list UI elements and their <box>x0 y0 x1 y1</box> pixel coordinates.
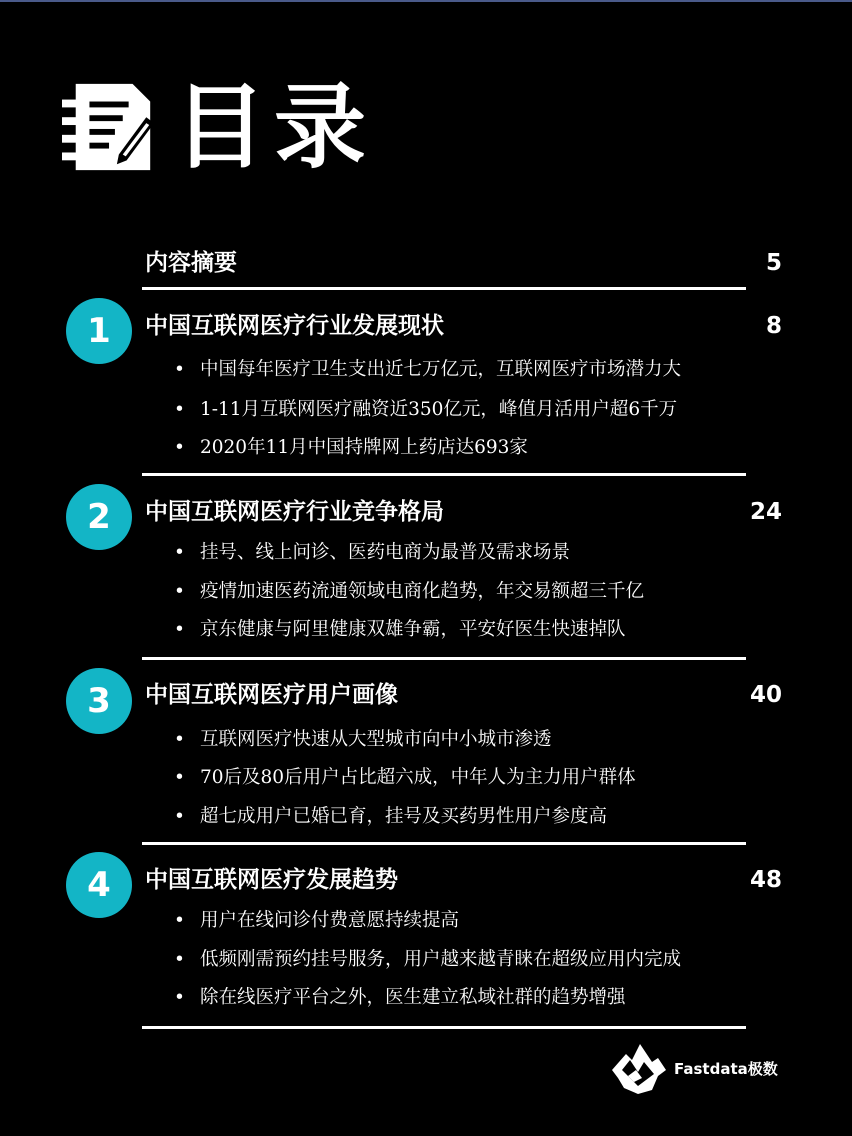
section-bullet <box>174 766 636 790</box>
section-bullet <box>174 580 644 604</box>
section-bullet <box>174 728 552 752</box>
page-title: 目录 <box>174 73 375 181</box>
section-number-badge <box>66 668 132 734</box>
section-heading[interactable]: 中国互联网医疗发展趋势 <box>145 867 398 893</box>
section-heading[interactable]: 中国互联网医疗行业竞争格局 <box>145 499 444 525</box>
section-heading[interactable]: 中国互联网医疗用户画像 <box>145 682 398 708</box>
section-page: 40 <box>749 682 782 708</box>
section-page: 8 <box>765 313 782 339</box>
bullet-dot: • <box>174 767 185 788</box>
section-number: 2 <box>87 497 111 537</box>
page-title-block <box>62 72 374 182</box>
section-heading[interactable]: 中国互联网医疗行业发展现状 <box>145 313 444 339</box>
bullet-dot: • <box>174 542 185 563</box>
section-bullet <box>174 541 570 565</box>
bullet-dot: • <box>174 437 185 458</box>
section-number-badge <box>66 484 132 550</box>
bullet-text: 互联网医疗快速从大型城市向中小城市渗透 <box>200 729 552 750</box>
bullet-text: 2020年11月中国持牌网上药店达693家 <box>200 437 528 458</box>
section-bullet <box>174 398 677 422</box>
section-page: 24 <box>749 499 782 525</box>
bullet-dot: • <box>174 399 185 420</box>
brand-name: Fastdata极数 <box>674 1059 778 1078</box>
bullet-text: 1-11月互联网医疗融资近350亿元，峰值月活用户超6千万 <box>200 399 678 420</box>
bullet-dot: • <box>174 987 185 1008</box>
section-bullet <box>174 618 626 642</box>
section-bullet <box>174 986 626 1010</box>
section-page: 48 <box>749 867 782 893</box>
section-number: 3 <box>87 681 111 721</box>
bullet-dot: • <box>174 949 185 970</box>
section-bullet <box>174 948 681 972</box>
section-bullet <box>174 805 607 829</box>
bullet-dot: • <box>174 806 185 827</box>
top-border <box>0 0 852 2</box>
bullet-text: 低频刚需预约挂号服务，用户越来越青睐在超级应用内完成 <box>200 949 682 970</box>
bullet-text: 用户在线问诊付费意愿持续提高 <box>200 910 460 931</box>
section-bullet <box>174 436 528 460</box>
divider <box>142 473 746 476</box>
bullet-dot: • <box>174 729 185 750</box>
bullet-text: 70后及80后用户占比超六成，中年人为主力用户群体 <box>200 767 636 788</box>
bullet-text: 京东健康与阿里健康双雄争霸，平安好医生快速掉队 <box>200 619 626 640</box>
section-number: 4 <box>87 865 111 905</box>
divider <box>142 1026 746 1029</box>
section-number-badge <box>66 298 132 364</box>
section-bullet <box>174 909 459 933</box>
bullet-text: 超七成用户已婚已育，挂号及买药男性用户参度高 <box>200 806 608 827</box>
bullet-text: 除在线医疗平台之外，医生建立私域社群的趋势增强 <box>200 987 626 1008</box>
bullet-text: 挂号、线上问诊、医药电商为最普及需求场景 <box>200 542 571 563</box>
bullet-dot: • <box>174 581 185 602</box>
bullet-text: 中国每年医疗卫生支出近七万亿元，互联网医疗市场潜力大 <box>200 359 682 380</box>
mountain-logo-icon <box>608 1040 668 1096</box>
bullet-dot: • <box>174 910 185 931</box>
document-edit-icon <box>62 78 160 176</box>
section-number-badge <box>66 852 132 918</box>
bullet-dot: • <box>174 619 185 640</box>
summary-page: 5 <box>765 250 782 276</box>
divider <box>142 287 746 290</box>
divider <box>142 842 746 845</box>
summary-label[interactable]: 内容摘要 <box>145 250 237 276</box>
section-bullet <box>174 358 681 382</box>
bullet-text: 疫情加速医药流通领域电商化趋势，年交易额超三千亿 <box>200 581 645 602</box>
divider <box>142 657 746 660</box>
bullet-dot: • <box>174 359 185 380</box>
footer-logo <box>608 1040 778 1096</box>
section-number: 1 <box>87 311 111 351</box>
